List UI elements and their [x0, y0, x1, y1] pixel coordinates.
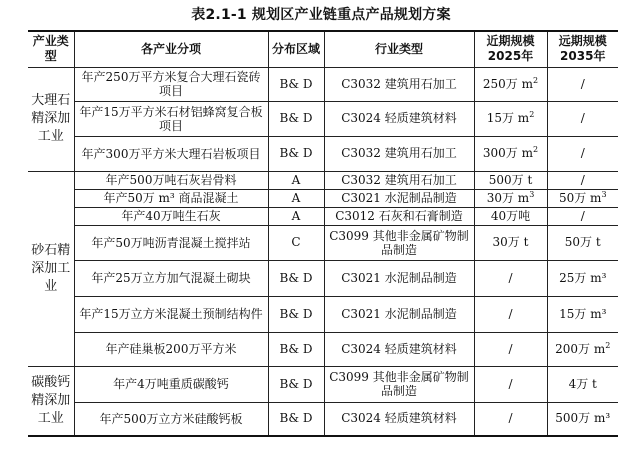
row-near-term: 15万 $m^2$	[474, 101, 547, 136]
row-item: 年产50万 m³ 商品混凝土	[74, 189, 268, 207]
table-title: 表2.1-1 规划区产业链重点产品规划方案	[191, 7, 451, 23]
header-industry: 行业类型	[324, 31, 474, 67]
row-industry: C3024 轻质建筑材料	[324, 101, 474, 136]
row-area: B& D	[268, 101, 324, 136]
table-row	[28, 171, 618, 189]
row-item: 年产硅巢板200万平方米	[74, 332, 268, 366]
table-row	[28, 296, 618, 332]
row-far-term: 50万 t	[547, 225, 618, 260]
table-row	[28, 332, 618, 366]
table-row	[28, 189, 618, 207]
row-near-term: /	[474, 402, 547, 436]
row-item: 年产15万立方米混凝土预制结构件	[74, 296, 268, 332]
header-area: 分布区域	[268, 31, 324, 67]
product-plan-table	[28, 30, 618, 437]
table-row	[28, 225, 618, 260]
row-near-term: 40万吨	[474, 207, 547, 225]
row-near-term: 30万 $m^3$	[474, 189, 547, 207]
row-industry: C3021 水泥制品制造	[324, 260, 474, 296]
row-far-term: /	[547, 101, 618, 136]
row-industry: C3032 建筑用石加工	[324, 67, 474, 101]
row-industry: C3021 水泥制品制造	[324, 189, 474, 207]
row-area: B& D	[268, 366, 324, 402]
header-far-term: 远期规模2035年	[547, 31, 618, 67]
row-item: 年产250万平方米复合大理石瓷砖项目	[74, 67, 268, 101]
row-near-term: /	[474, 296, 547, 332]
row-area: C	[268, 225, 324, 260]
row-area: A	[268, 189, 324, 207]
row-far-term: 25万 m³	[547, 260, 618, 296]
row-near-term: /	[474, 332, 547, 366]
header-row	[28, 31, 618, 67]
row-area: B& D	[268, 260, 324, 296]
row-industry: C3021 水泥制品制造	[324, 296, 474, 332]
row-far-term: 200万 $m^2$	[547, 332, 618, 366]
row-industry: C3024 轻质建筑材料	[324, 402, 474, 436]
row-near-term: /	[474, 260, 547, 296]
row-area: B& D	[268, 296, 324, 332]
row-far-term: /	[547, 171, 618, 189]
row-far-term: 4万 t	[547, 366, 618, 402]
row-item: 年产500万立方米硅酸钙板	[74, 402, 268, 436]
table-row	[28, 260, 618, 296]
category-sand: 砂石精深加工业	[28, 171, 74, 366]
row-industry: C3032 建筑用石加工	[324, 136, 474, 171]
table-row	[28, 402, 618, 436]
row-area: B& D	[268, 67, 324, 101]
row-far-term: 500万 m³	[547, 402, 618, 436]
header-item: 各产业分项	[74, 31, 268, 67]
row-area: B& D	[268, 402, 324, 436]
header-category: 产业类型	[28, 31, 74, 67]
row-near-term: 30万 t	[474, 225, 547, 260]
row-industry: C3099 其他非金属矿物制品制造	[324, 366, 474, 402]
row-near-term: 500万 t	[474, 171, 547, 189]
row-item: 年产40万吨生石灰	[74, 207, 268, 225]
row-item: 年产300万平方米大理石岩板项目	[74, 136, 268, 171]
row-near-term: 300万 $m^2$	[474, 136, 547, 171]
row-far-term: 15万 m³	[547, 296, 618, 332]
row-area: A	[268, 171, 324, 189]
category-marble: 大理石精深加工业	[28, 67, 74, 171]
row-item: 年产25万立方加气混凝土砌块	[74, 260, 268, 296]
row-industry: C3032 建筑用石加工	[324, 171, 474, 189]
row-industry: C3099 其他非金属矿物制品制造	[324, 225, 474, 260]
row-near-term: /	[474, 366, 547, 402]
table-row	[28, 67, 618, 101]
table-row	[28, 366, 618, 402]
row-near-term: 250万 $m^2$	[474, 67, 547, 101]
row-item: 年产15万平方米石材铝蜂窝复合板项目	[74, 101, 268, 136]
table-row	[28, 207, 618, 225]
table-row	[28, 101, 618, 136]
row-far-term: /	[547, 67, 618, 101]
row-industry: C3024 轻质建筑材料	[324, 332, 474, 366]
row-industry: C3012 石灰和石膏制造	[324, 207, 474, 225]
row-area: A	[268, 207, 324, 225]
row-item: 年产4万吨重质碳酸钙	[74, 366, 268, 402]
header-near-term: 近期规模2025年	[474, 31, 547, 67]
row-area: B& D	[268, 136, 324, 171]
row-far-term: /	[547, 207, 618, 225]
row-item: 年产500万吨石灰岩骨料	[74, 171, 268, 189]
row-far-term: 50万 $m^3$	[547, 189, 618, 207]
row-far-term: /	[547, 136, 618, 171]
category-carbonate: 碳酸钙精深加工业	[28, 366, 74, 436]
table-row	[28, 136, 618, 171]
row-item: 年产50万吨沥青混凝土搅拌站	[74, 225, 268, 260]
row-area: B& D	[268, 332, 324, 366]
